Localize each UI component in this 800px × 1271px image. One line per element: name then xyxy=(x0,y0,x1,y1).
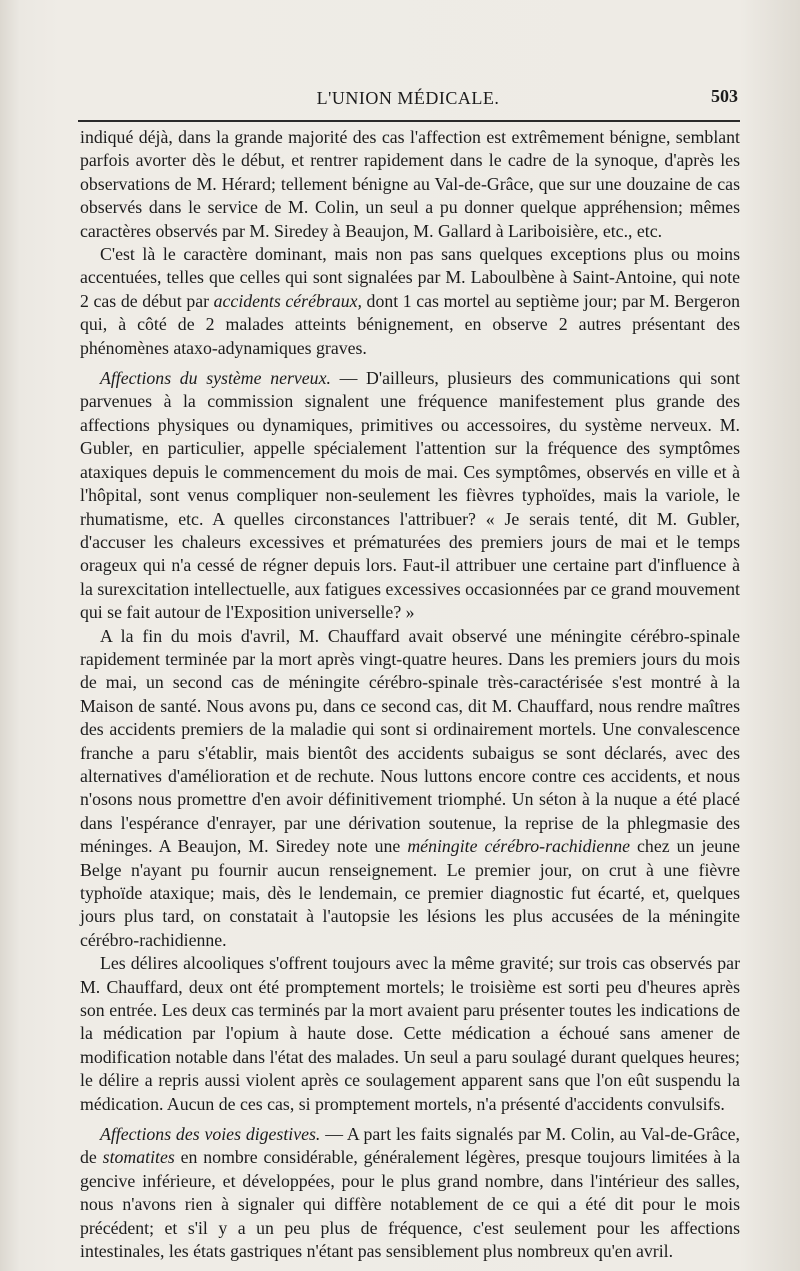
italic-term: méningite cérébro-rachidienne xyxy=(407,836,630,857)
paragraph-text: — A part les faits signalés par M. Colin, au Val-de-Grâce, de xyxy=(80,1124,741,1168)
paragraph-text: indiqué déjà, dans la grande majorité des cas l'affection est extrêmement bénigne, semblant parfois avorter dès le début, et rentrer rapidement dans le cadre de la synoque, d'après les observations de M. Hérard; tellement bénigne au Val-de-Grâce, que sur une douzaine de cas observés dans le service de M. Colin, un seul a pu donner quelque appréhension; mêmes caractères observés par M. Siredey à Beaujon, M. Gallard à Lariboisière, etc., etc. xyxy=(80,127,740,241)
page-number: 503 xyxy=(711,86,738,106)
page-header xyxy=(78,84,738,114)
paragraph-caractere-dominant xyxy=(80,243,740,360)
section-heading: Affections du système nerveux. xyxy=(100,368,331,389)
section-heading: Affections des voies digestives. xyxy=(100,1124,321,1145)
paragraph-text: — D'ailleurs, plusieurs des communications qui sont parvenues à la commission signalent une fréquence manifestement plus grande des affections physiques ou dynamiques, primitives ou accessoires, du système nerveux. M. Gubler, en particulier, appelle spécialement l'attention sur la fréquence des symptômes ataxiques depuis le commencement du mois de mai. Ces symptômes, observés en ville et à l'hôpital, sont venus compliquer non-seulement les fièvres typhoïdes, mais la variole, le rhumatisme, etc. A quelles circonstances l'attribuer? « Je serais tenté, dit M. Gubler, d'accuser les chaleurs excessives et prématurées des premiers jours de mai et le temps orageux qui n'a cessé de régner depuis lors. Faut-il attribuer une certaine part d'influence à la surexcitation intellectuelle, aux fatigues excessives occasionnées par ce grand mouvement qui se fait autour de l'Exposition universelle? » xyxy=(80,368,740,623)
paragraph-text: Les délires alcooliques s'offrent toujours avec la même gravité; sur trois cas observés par M. Chauffard, deux ont été promptement mortels; le troisième est sorti peu d'heures après son entrée. Les deux cas terminés par la mort avaient paru présenter toutes les indications de la médication par l'opium à haute dose. Cette médication a échoué sans amener de modification notable dans l'état des malades. Un seul a paru soulagé durant quelques heures; le délire a repris aussi violent après ce soulagement apparent sans que l'on eût suspendu la médication. Aucun de ces cas, si promptement mortels, n'a présenté d'accidents convulsifs. xyxy=(80,953,740,1114)
body-text xyxy=(80,126,740,1264)
paragraph-text: A la fin du mois d'avril, M. Chauffard avait observé une méningite cérébro-spinale rapidement terminée par la mort après vingt-quatre heures. Dans les premiers jours du mois de mai, un second cas de méningite cérébro-spinale très-caractérisée s'est montré à la Maison de santé. Nous avons pu, dans ce second cas, dit M. Chauffard, nous rendre maîtres des accidents premiers de la maladie qui sont si ordinairement mortels. Une convalescence franche a paru s'établir, mais bientôt des accidents subaigus se sont déclarés, avec des alternatives d'amélioration et de rechute. Nous luttons encore contre ces accidents, et nous n'osons nous promettre d'en avoir définitivement triomphé. Un séton à la nuque a été placé dans l'espérance d'enrayer, par une dérivation soutenue, la reprise de la phlegmasie des méninges. A Beaujon, M. Siredey note une xyxy=(80,625,740,857)
paragraph-text: C'est là le caractère dominant, mais non pas sans quelques exceptions plus ou moins accentuées, telles que celles qui sont signalées par M. Laboulbène à Saint-Antoine, qui note 2 cas de début par xyxy=(80,244,740,311)
italic-term: accidents cérébraux, xyxy=(213,290,362,311)
paragraph-delires-alcooliques xyxy=(80,952,740,1116)
paragraph-text: chez un jeune Belge n'ayant pu fournir aucun renseignement. Le premier jour, on crut à une fièvre typhoïde ataxique; mais, dès le lendemain, ce premier diagnostic fut écarté, et, quelques jours plus tard, on constatait à l'autopsie les lésions les plus accusées de la méningite cérébro-rachidienne. xyxy=(80,836,740,950)
running-title: L'UNION MÉDICALE. xyxy=(316,88,500,108)
paragraph-continuation xyxy=(80,126,740,243)
paragraph-meningite xyxy=(80,625,740,953)
header-rule xyxy=(78,120,740,122)
paragraph-text: en nombre considérable, généralement légères, presque toujours limitées à la gencive inférieure, et développées, pour le plus grand nombre, dans l'intérieur des salles, nous n'avons rien à signaler qui diffère notablement de ce qui a été dit pour le mois précédent; et s'il y a un peu plus de fréquence, c'est seulement pour les affections intestinales, les états gastriques n'étant pas sensiblement plus nombreux qu'en avril. xyxy=(80,1147,740,1262)
italic-term: stomatites xyxy=(102,1147,175,1168)
paragraph-systeme-nerveux xyxy=(80,367,740,624)
paragraph-voies-digestives xyxy=(80,1123,740,1263)
paragraph-text: dont 1 cas mortel au septième jour; par M. Bergeron qui, à côté de 2 malades atteints bénignement, en observe 2 autres présentant des phénomènes ataxo-adynamiques graves. xyxy=(80,290,741,358)
